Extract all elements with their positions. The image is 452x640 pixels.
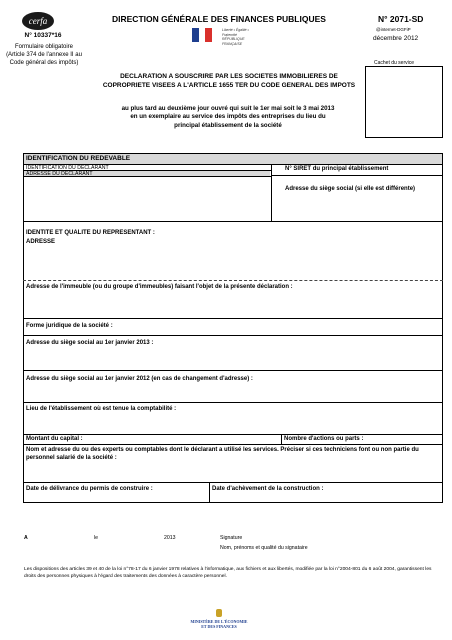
declaration-deadline: au plus tard au deuxième jour ouvré qui suit le 1er mai soit le 3 mai 2013 en un exemplaire au service des impôts des entreprises du lieu du principal établissement de la société: [121, 105, 335, 129]
ministry-logo: [189, 609, 249, 629]
ministry-line2: ET DES FINANCES: [201, 624, 237, 629]
adresse-declarant-label: ADRESSE DU DECLARANT: [26, 171, 93, 177]
signature-year: 2013: [164, 535, 176, 541]
ministry-line1: MINISTÈRE DE L'ÉCONOMIE: [190, 619, 248, 624]
representant-label: IDENTITE ET QUALITE DU REPRESENTANT :: [26, 230, 155, 236]
actions-label: Nombre d'actions ou parts :: [284, 436, 364, 442]
identification-declarant-label: IDENTIFICATION DU DECLARANT: [26, 165, 109, 171]
cachet-label: Cachet du service: [374, 60, 415, 66]
siege-address-label: Adresse du siège social (si elle est différente): [285, 186, 416, 192]
cerfa-logo: cerfa: [22, 12, 54, 30]
cerfa-number: N° 10337*16: [24, 32, 62, 39]
divider: [23, 434, 443, 435]
divider: [271, 175, 443, 176]
siret-label: N° SIRET du principal établissement: [285, 166, 389, 172]
divider: [271, 164, 272, 221]
achevement-label: Date d'achèvement de la construction :: [212, 486, 324, 492]
siege-2013-label: Adresse du siège social au 1er janvier 2013 :: [26, 340, 154, 346]
divider: [281, 434, 282, 444]
forme-juridique-label: Forme juridique de la société :: [26, 323, 113, 329]
adresse-label: ADRESSE: [26, 239, 56, 245]
divider: [23, 280, 443, 281]
divider: [23, 318, 443, 319]
cerfa-description: Formulaire obligatoire (Article 374 de l'annexe II au Code général des impôts): [6, 44, 82, 66]
section-title: IDENTIFICATION DU REDEVABLE: [26, 155, 131, 162]
legal-notice: Les dispositions des articles 39 et 40 de la loi n°78-17 du 6 janvier 1978 relatives à l'informatique, aux fichiers et aux libertés, modifiée par la loi n°2004-801 du 6 août 2004, garantissent les droits des personnes physiques à l'égard des traitements des données à caractère personnel.: [24, 567, 432, 579]
capital-label: Montant du capital :: [26, 436, 83, 442]
divider: [209, 482, 210, 503]
lieu-compta-label: Lieu de l'établissement où est tenue la comptabilité :: [26, 406, 177, 412]
intranet-label: @internet-DGFiP: [376, 27, 411, 32]
divider: [23, 482, 443, 483]
signature-place-label: A: [24, 535, 28, 541]
divider: [23, 221, 443, 222]
divider: [23, 444, 443, 445]
immeuble-label: Adresse de l'immeuble (ou du groupe d'immeubles) faisant l'objet de la présente déclaration :: [26, 284, 293, 290]
french-flag-icon: [192, 28, 212, 42]
siege-2012-label: Adresse du siège social au 1er janvier 2012 (en cas de changement d'adresse) :: [26, 376, 253, 382]
ministry-emblem-icon: [216, 609, 222, 617]
signature-label: Signature: [220, 535, 243, 541]
cachet-box: [365, 66, 443, 138]
signatory-label: Nom, prénoms et qualité du signataire: [220, 545, 308, 551]
republique-francaise-logo-text: Liberté • Égalité • Fraternité RÉPUBLIQUE FRANÇAISE: [222, 28, 249, 46]
form-number: N° 2071-SD: [378, 14, 424, 24]
divider: [23, 402, 443, 403]
divider: [23, 335, 443, 336]
signature-date-label: le: [94, 535, 99, 541]
divider: [23, 370, 443, 371]
form-date: décembre 2012: [373, 35, 419, 42]
declaration-title: DECLARATION A SOUSCRIRE PAR LES SOCIETES IMMOBILIERES DE COPROPRIETE VISEES A L'ARTICLE 1655 TER DU CODE GENERAL DES IMPOTS: [102, 73, 356, 89]
experts-label: Nom et adresse du ou des experts ou comptables dont le déclarant a utilisé les services. Préciser si ces techniciens font ou non partie du personnel salarié de la société :: [26, 447, 419, 461]
permis-label: Date de délivrance du permis de construire :: [26, 486, 153, 492]
page-title: DIRECTION GÉNÉRALE DES FINANCES PUBLIQUES: [112, 14, 326, 24]
